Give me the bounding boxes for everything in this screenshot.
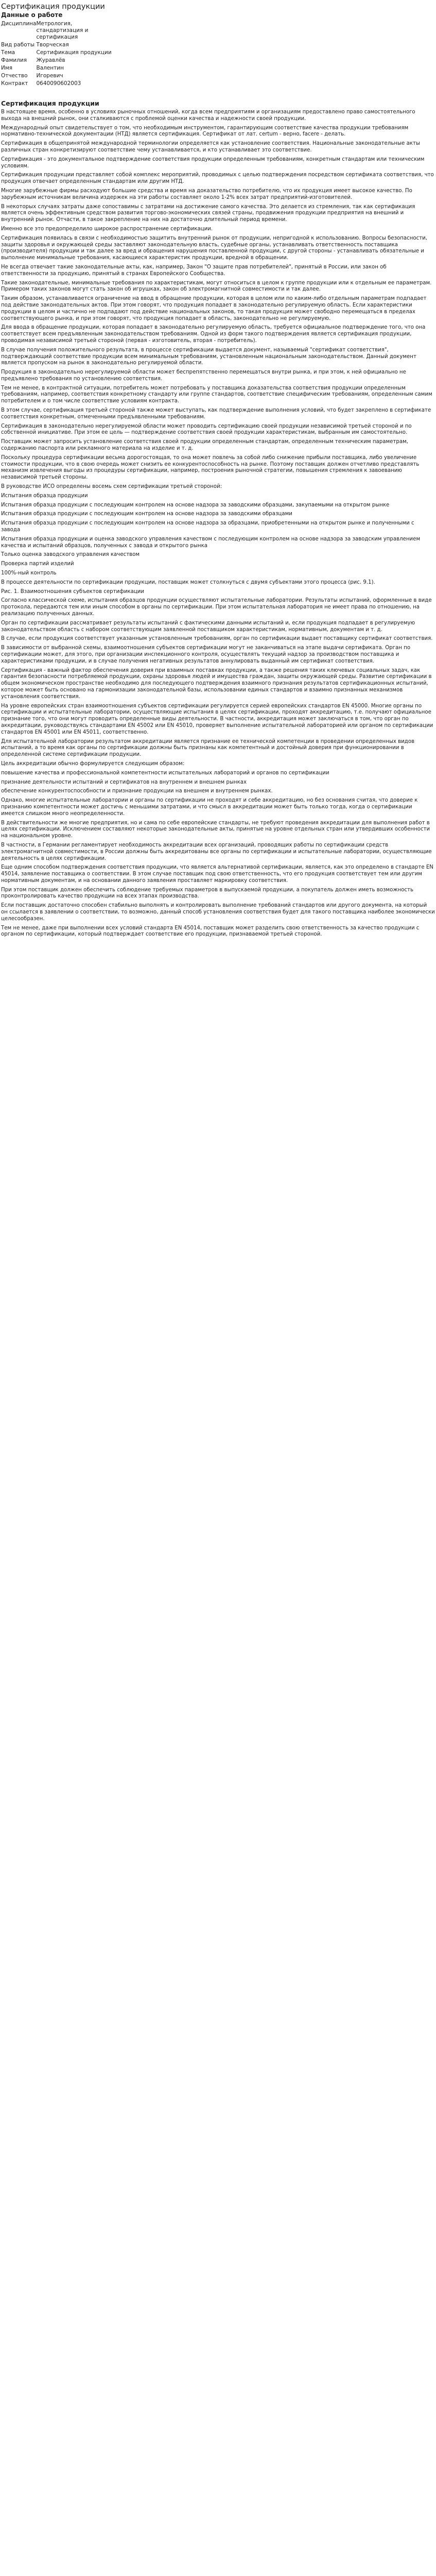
article-paragraph: повышение качества и профессиональной компетентности испытательных лабораторий и органов по сертификации bbox=[1, 770, 329, 776]
article-paragraph: Сертификация - важный фактор обеспечения доверия при взаимных поставках продукции, а также решения таких ключевых социальных задач, как гарантия безопасности потребляемой продукции, охраны здоровья людей и имущества граждан, защиты окружающей среды. Развитие сертификации в общем экономическом пространстве необходимо для последующего подтверждения взаимного признания результатов сертификационных испытаний, которое может быть основано на гармонизации законодательной базы, использовании единых стандартов и взаимно признанных механизмов установления соответствия. bbox=[1, 667, 432, 700]
info-label: Дисциплина bbox=[1, 21, 37, 27]
info-value: Метрология, стандартизация и сертификация bbox=[36, 21, 89, 40]
article-paragraph: В процессе деятельности по сертификации продукции, поставщик может столкнуться с двумя субъектами этого процесса (рис. 9.1). bbox=[1, 579, 375, 585]
info-label: Фамилия bbox=[1, 57, 27, 63]
article-paragraph: Тем не менее, в контрактной ситуации, потребитель может потребовать у поставщика доказательства соответствия продукции определенным требованиям, например, соответствия конкретному стандарту или группе стандартов, соответствие специфическим требованиям, определенным самим потребителем и о том числе соответствие условиям контракта. bbox=[1, 385, 432, 404]
info-label: Тема bbox=[1, 49, 15, 56]
article-paragraph: Международный опыт свидетельствует о том, что необходимым инструментом, гарантирующим соответствие качества продукции требованиям нормативно-технической документации (НТД) является сертификация. Сертификат от лат. certum - верно, facere - делать. bbox=[1, 125, 409, 138]
article-paragraph: Цель аккредитации обычно формулируется следующим образом: bbox=[1, 760, 185, 767]
article-paragraph: Сертификация в законодательно нерегулируемой области может проводить сертификацию своей продукции независимой третьей стороной и по собственной инициативе. При этом ее цель — подтверждение соответствия своей продукции характеристикам, выбранным им самостоятельно. bbox=[1, 423, 412, 436]
article-paragraph: В настоящее время, особенно в условиях рыночных отношений, когда всем предприятиям и организациям предоставлено право самостоятельного выхода на внешний рынок, они сталкиваются с проблемой оценки качества и надежности своей продукции. bbox=[1, 109, 415, 122]
article-paragraph: Испытания образца продукции bbox=[1, 493, 88, 499]
info-value: Сертификация продукции bbox=[36, 49, 112, 56]
article-paragraph: В действительности же многие предприятия, но и сама по себе европейские стандарты, не требуют проведения аккредитации для выполнения работ в целях сертификации. Исключением составляют некоторые законодательные акты, принятые на уровне отдельных стран или утвердивших особенности на национальном уровне. bbox=[1, 820, 430, 839]
article-paragraph: В некоторых случаях затраты даже сопоставимы с затратами на достижение самого качества. Это делается из стремления, так как сертификация является очень эффективным средством развития торгово-экономических связей страны, продвижения продукции предприятия на внешний и внутренний рынок. Отчасти, в такое закрепление на них на достаточно длительный период времени. bbox=[1, 204, 415, 223]
info-label: Контракт bbox=[1, 80, 28, 87]
info-label: Вид работы bbox=[1, 42, 35, 48]
article-paragraph: Продукция в законодательно нерегулируемой области может беспрепятственно перемещаться внутри рынка, и при этом, к ней официально не предъявлено требования по установлению соответствия. bbox=[1, 369, 406, 382]
article-paragraph: В частности, в Германии регламентирует необходимость аккредитации всех организаций, проводящих работы по сертификации средств электромагнитной совместимости, в России должны быть аккредитованы все органы по сертификации и испытательные лаборатории, осуществляющие деятельность в целях сертификации. bbox=[1, 842, 432, 861]
info-row bbox=[1, 49, 118, 57]
article-paragraph: В случае получения положительного результата, в процессе сертификации выдается документ, называемый "сертификат соответствия", подтверждающий соответствие продукции всем минимальным требованиям, установленным национальным законодательством. Данный документ является пропуском на рынок в законодательно регулируемой области. bbox=[1, 347, 416, 366]
article-paragraph: признание деятельности испытаний и сертификатов на внутреннем и внешнем рынках bbox=[1, 779, 247, 785]
article-paragraph: Сертификация в общепринятой международной терминологии определяется как установление соответствия. Национальные законодательные акты различных стран конкретизируют соответствие чему устанавливается, и кто устанавливает это соответствие. bbox=[1, 141, 420, 153]
article-paragraph: Согласно классической схеме, испытания образцов продукции осуществляют испытательные лаборатории. Результаты испытаний, оформленные в виде протокола, передаются тем или иным способом в органы по сертификации. При этом испытательная лаборатория не имеет права по отношению, на реализацию полученных данных. bbox=[1, 598, 432, 617]
article-paragraph: Таким образом, устанавливается ограничение на ввод в обращение продукции, которая в целом или по каким-либо отдельным параметрам подпадает под действие законодательных актов. При этом говорят, что продукция попадает в законодательно регулируемую область. Если характеристики продукции в целом и частично не подпадают под действие национальных законов, то такая продукция может свободно перемещаться в пределах соответствующего рынка, и при этом говорят, что продукция попадает в область, законодательно не регулируемую. bbox=[1, 296, 427, 321]
work-info-table bbox=[1, 21, 118, 88]
work-data-heading: Данные о работе bbox=[1, 11, 63, 19]
article-paragraph: Орган по сертификации рассматривает результаты испытаний с фактическими данными испытаний и, если продукция подпадает в регулируемую законодательством область с набором соответствующим заявленной поставщиком характеристикам, нормативным, документам и т. д. bbox=[1, 620, 415, 633]
article-paragraph: Рис. 1. Взаимоотношения субъектов сертификации bbox=[1, 588, 145, 595]
info-row bbox=[1, 73, 118, 80]
article-paragraph: Еще одним способом подтверждения соответствия продукции, что является альтернативой сертификации, является, как это определено в стандарте EN 45014, заявление поставщика о соответствии. В этом случае поставщик под свою ответственность, что его продукция соответствует тем или другим нормативным документам, и на основании данного заявления проставляет маркировку соответствия. bbox=[1, 865, 433, 884]
article-paragraph: Сертификация продукции представляет собой комплекс мероприятий, проводимых с целью подтверждения посредством сертификата соответствия, что продукция отвечает определенным стандартам или другим НТД. bbox=[1, 172, 434, 185]
article-paragraph: Многие зарубежные фирмы расходуют большие средства и время на доказательство потребителю, что их продукция имеет высокое качество. По зарубежным источникам величина издержек на эти работы составляет около 1-2% всех затрат предприятий-изготовителей. bbox=[1, 188, 412, 200]
article-paragraph: Испытания образца продукции с последующим контролем на основе надзора за образцами, приобретенными на открытом рынке и полученными с завода bbox=[1, 520, 414, 533]
article-paragraph: 100%-ный контроль bbox=[1, 570, 57, 577]
info-row bbox=[1, 21, 118, 42]
info-row bbox=[1, 65, 118, 73]
article-paragraph: Для ввода в обращение продукции, которая попадает в законодательно регулируемую область, требуется официальное подтверждение того, что она соответствует всем предъявленным законодательством требованиям. Одной из форм такого подтверждения является сертификация продукции, проводимая независимой третьей стороной (первая - изготовитель, вторая - потребитель). bbox=[1, 325, 426, 344]
info-value: Журавлёв bbox=[36, 57, 65, 63]
info-value: 0640090602003 bbox=[36, 80, 81, 87]
info-value: Игоревич bbox=[36, 73, 63, 79]
article-paragraph: В этом случае, сертификация третьей стороной также может выступать, как подтверждение выполнения условий, что будет закреплено в сертификате соответствия конкретным, отмеченными предъявленными требованиям. bbox=[1, 408, 431, 420]
article-paragraph: Не всегда отвечает такие законодательные акты, как, например, Закон "О защите прав потребителей", принятый в России, или закон об ответственности за продукцию, принятый в странах Европейского Сообщества. bbox=[1, 264, 387, 277]
info-label: Имя bbox=[1, 65, 13, 71]
info-row bbox=[1, 57, 118, 65]
article-body bbox=[1, 109, 435, 938]
article-paragraph: Тем не менее, даже при выполнении всех условий стандарта EN 45014, поставщик может разделить свою ответственность за качество продукции с органом по сертификации, который подтверждает соответствие его продукции, признаваемой третьей стороной. bbox=[1, 925, 420, 938]
info-row bbox=[1, 42, 118, 49]
article-paragraph: Испытания образца продукции с последующим контролем на основе надзора за заводскими образцами bbox=[1, 511, 292, 517]
article-paragraph: При этом поставщик должен обеспечить соблюдение требуемых параметров в выпускаемой продукции, а покупатель должен иметь возможность проконтролировать качество продукции на всех этапах производства. bbox=[1, 887, 413, 900]
work-info-body bbox=[1, 21, 118, 88]
article-paragraph: Однако, многие испытательные лаборатории и органы по сертификации не проходят и себе аккредитацию, но без основания считая, что доверие к признанию компетентности может достичь с меньшими затратами, и что смысл в аккредитации может быть только тогда, когда о сертификации имеется слишком много неопределенности. bbox=[1, 798, 418, 817]
article-paragraph: Сертификация - это документальное подтверждение соответствия продукции определенным требованиям, конкретным стандартам или техническим условиям. bbox=[1, 156, 425, 169]
info-value: Творческая bbox=[36, 42, 69, 48]
article-paragraph: Только оценка заводского управления качеством bbox=[1, 552, 140, 558]
page-title: Сертификация продукции bbox=[1, 3, 105, 11]
article-paragraph: Испытания образца продукции и оценка заводского управления качеством с последующим контролем на основе надзора за заводским управлением качества и испытаний образцов, полученных с завода и открытого рынка bbox=[1, 536, 421, 549]
article-paragraph: Сертификация появилась в связи с необходимостью защитить внутренний рынок от продукции, непригодной к использованию. Вопросы безопасности, защиты здоровья и окружающей среды заставляют законодательную власть, судебные органы, устанавливать ответственность поставщика (производителя) продукции и так далее за вред и обращения нарушения поставленной продукции, с другой стороны - устанавливать обязательные и выполнение минимальные требования, касающиеся характеристик продукции, вредной в обращении. bbox=[1, 235, 428, 261]
article-paragraph: В зависимости от выбранной схемы, взаимоотношения субъектов сертификации могут не заканчиваться на этапе выдачи сертификата. Орган по сертификации может, для этого, при организации инспекционного контроля, осуществлять текущий надзор за производством поставщика и характеристиками продукции, и в случае получения негативных результатов аннулировать выданный им сертификат соответствия. bbox=[1, 645, 411, 664]
article-paragraph: обеспечение конкурентоспособности и признание продукции на внешнем и внутреннем рынках. bbox=[1, 788, 273, 794]
article-paragraph: Именно все это предопределило широкое распространение сертификации. bbox=[1, 226, 213, 232]
article-paragraph: Такие законодательные, минимальные требования по характеристикам, могут относиться в целом к группе продукции или к отдельным ее параметрам. Примером таких законов могут стать закон об игрушках, закон об электромагнитной совместимости и так далее. bbox=[1, 280, 432, 293]
article-paragraph: В руководстве ИСО определены восемь схем сертификации третьей стороной: bbox=[1, 484, 222, 490]
article-paragraph: В случае, если продукция соответствует указанным установленным требованиям, орган по сертификации выдает поставщику сертификат соответствия. bbox=[1, 636, 433, 642]
article-paragraph: Для испытательной лаборатории результатом аккредитации является признание ее технической компетенции в проведении определенных видов испытаний, а то время как органы по сертификации должны быть признаны как компетентный и достойный доверия при функционировании в определенной системе сертификации продукции. bbox=[1, 738, 415, 758]
article-paragraph: Проверка партий изделий bbox=[1, 561, 74, 567]
article-paragraph: Поскольку процедура сертификации весьма дорогостоящая, то она может повлечь за собой либо снижение прибыли поставщика, либо увеличение стоимости продукции, что в свою очередь может снизить ее конкурентоспособность на рынке. Поэтому поставщик должен отчетливо представлять механизм извлечения выгоды из процедуры сертификации, например, построения рыночной стратегии, повышения стремления к завоеванию независимой третьей стороны. bbox=[1, 454, 420, 481]
article-paragraph: Если поставщик достаточно способен стабильно выполнять и контролировать выполнение требований стандартов или другого документа, на который он ссылается в заявлении о соответствии, то возможно, данный способ установления соответствия будет для такого поставщика наиболее экономически целесообразен. bbox=[1, 903, 435, 922]
info-label: Отчество bbox=[1, 73, 28, 79]
article-title: Сертификация продукции bbox=[1, 99, 99, 107]
article-paragraph: На уровне европейских стран взаимоотношения субъектов сертификации регулируется серией европейских стандартов EN 45000. Многие органы по сертификации и испытательные лаборатории, осуществляющие испытания в целях сертификации, проходят аккредитацию, т.е. получают официальное признание того, что они могут проводить определенные виды деятельности. В частности, аккредитация может заключаться в том, что орган по аккредитации, руководствуясь стандартами EN 45002 или EN 45010, проверяет выполнение испытательной лабораторией или органом по сертификации стандартов EN 45001 или EN 45011, соответственно. bbox=[1, 703, 433, 735]
info-value: Валентин bbox=[36, 65, 64, 71]
article-paragraph: Испытания образца продукции с последующим контролем на основе надзора за заводскими образцами, закупаемыми на открытом рынке bbox=[1, 502, 390, 508]
article-paragraph: Поставщик может запросить установление соответствия своей продукции определенным стандартам, определенным техническим параметрам, содержанию паспорта или рекламного материала на изделие и т. д. bbox=[1, 439, 408, 452]
info-row bbox=[1, 80, 118, 88]
